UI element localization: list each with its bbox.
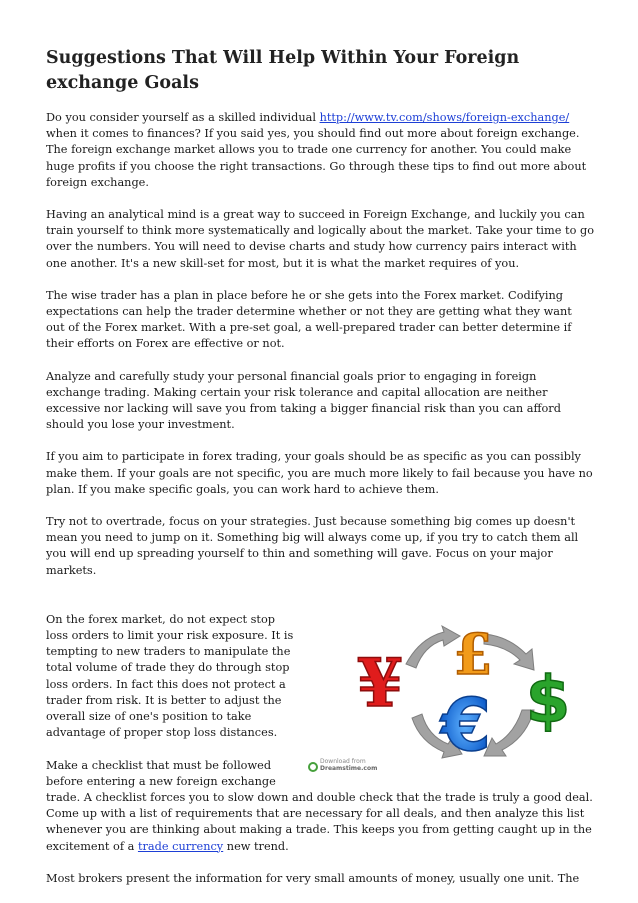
arrow-top-left [406,626,460,668]
tv-forex-link[interactable]: http://www.tv.com/shows/foreign-exchange/ [319,111,570,124]
checklist-text-after: new trend. [223,839,289,853]
pound-icon: £ [453,621,493,688]
paragraph-specific: If you aim to participate in forex trading, your goals should be as specific as you can possibly make them. If your goals are not specific, you are much more likely to fail because you have no plan. If you make specific goals, you can work hard to achieve them. [46,450,593,496]
paragraph-brokers: Most brokers present the information for very small amounts of money, usually one unit. The [46,871,580,885]
credit-line-1: Download from [320,757,366,765]
euro-icon: € [440,682,492,767]
paragraph-overtrade: Try not to overtrade, focus on your strategies. Just because something big comes up doesn't mean you need to jump on it. Something big will always come up, if you try to catch them all you will end up spreading yourself to thin and something will gave. Focus on your major markets. [46,515,579,577]
dreamstime-logo-icon [308,762,318,772]
page-title: Suggestions That Will Help Within Your Foreign exchange Goals [46,48,520,93]
document-page [46,46,594,887]
dollar-icon: $ [525,663,571,738]
euro-symbol [439,683,491,767]
paragraph-stop-loss: On the forex market, do not expect stop loss orders to limit your risk exposure. It is tempting to new traders to manipulate the total volume of trade they do through stop loss orders. In fact this does not protect a trader from risk. It is better to adjust the overall size of one's position to take advantage of proper stop loss distances. [46,612,294,740]
intro-text-after: when it comes to finances? If you said yes, you should find out more about foreign exchange. The foreign exchange market allows you to trade one currency for another. You could make huge profits if you choose the right transactions. Go through these tips to find out more about foreign exchange. [46,127,587,189]
currency-cycle-illustration [308,614,594,780]
paragraph-goals: Analyze and carefully study your personal financial goals prior to engaging in foreign exchange trading. Making certain your risk tolerance and capital allocation are neither excessive nor lacking will save you from taking a bigger financial risk than you can afford should you lose your investment. [46,369,561,432]
paragraph-plan: The wise trader has a plan in place before he or she gets into the Forex market. Codifying expectations can help the trader determine whether or not they are getting what they want out of the Forex market. With a pre-set goal, a well-prepared trader can better determine if their efforts on Forex are effective or not. [46,288,572,351]
paragraph-analytical: Having an analytical mind is a great way to succeed in Foreign Exchange, and luckily you can train yourself to think more systematically and logically about the market. Take your time to go over the numbers. You will need to devise charts and study how currency pairs interact with one another. It's a new skill-set for most, but it is what the market requires of you. [46,208,594,270]
trade-currency-link[interactable]: trade currency [137,839,224,853]
checklist-text-before: Make a checklist that must be followed before entering a new foreign exchange trade. A checklist forces you to slow down and double check that the trade is truly a good deal. Come up with a list of requirements that are necessary for all deals, and then analyze this list whenever you are thinking about making a trade. This keeps you from getting caught up in the excitement of a [46,758,593,853]
paragraph-intro [46,110,594,191]
currency-cycle-image [308,614,594,780]
yen-symbol [357,644,403,722]
yen-icon: ¥ [357,643,403,722]
pound-symbol [454,622,493,688]
dollar-symbol [526,664,571,738]
credit-line-2: Dreamstime.com [320,764,378,772]
intro-text-before: Do you consider yourself as a skilled individual [46,111,320,124]
image-credit [320,758,377,772]
